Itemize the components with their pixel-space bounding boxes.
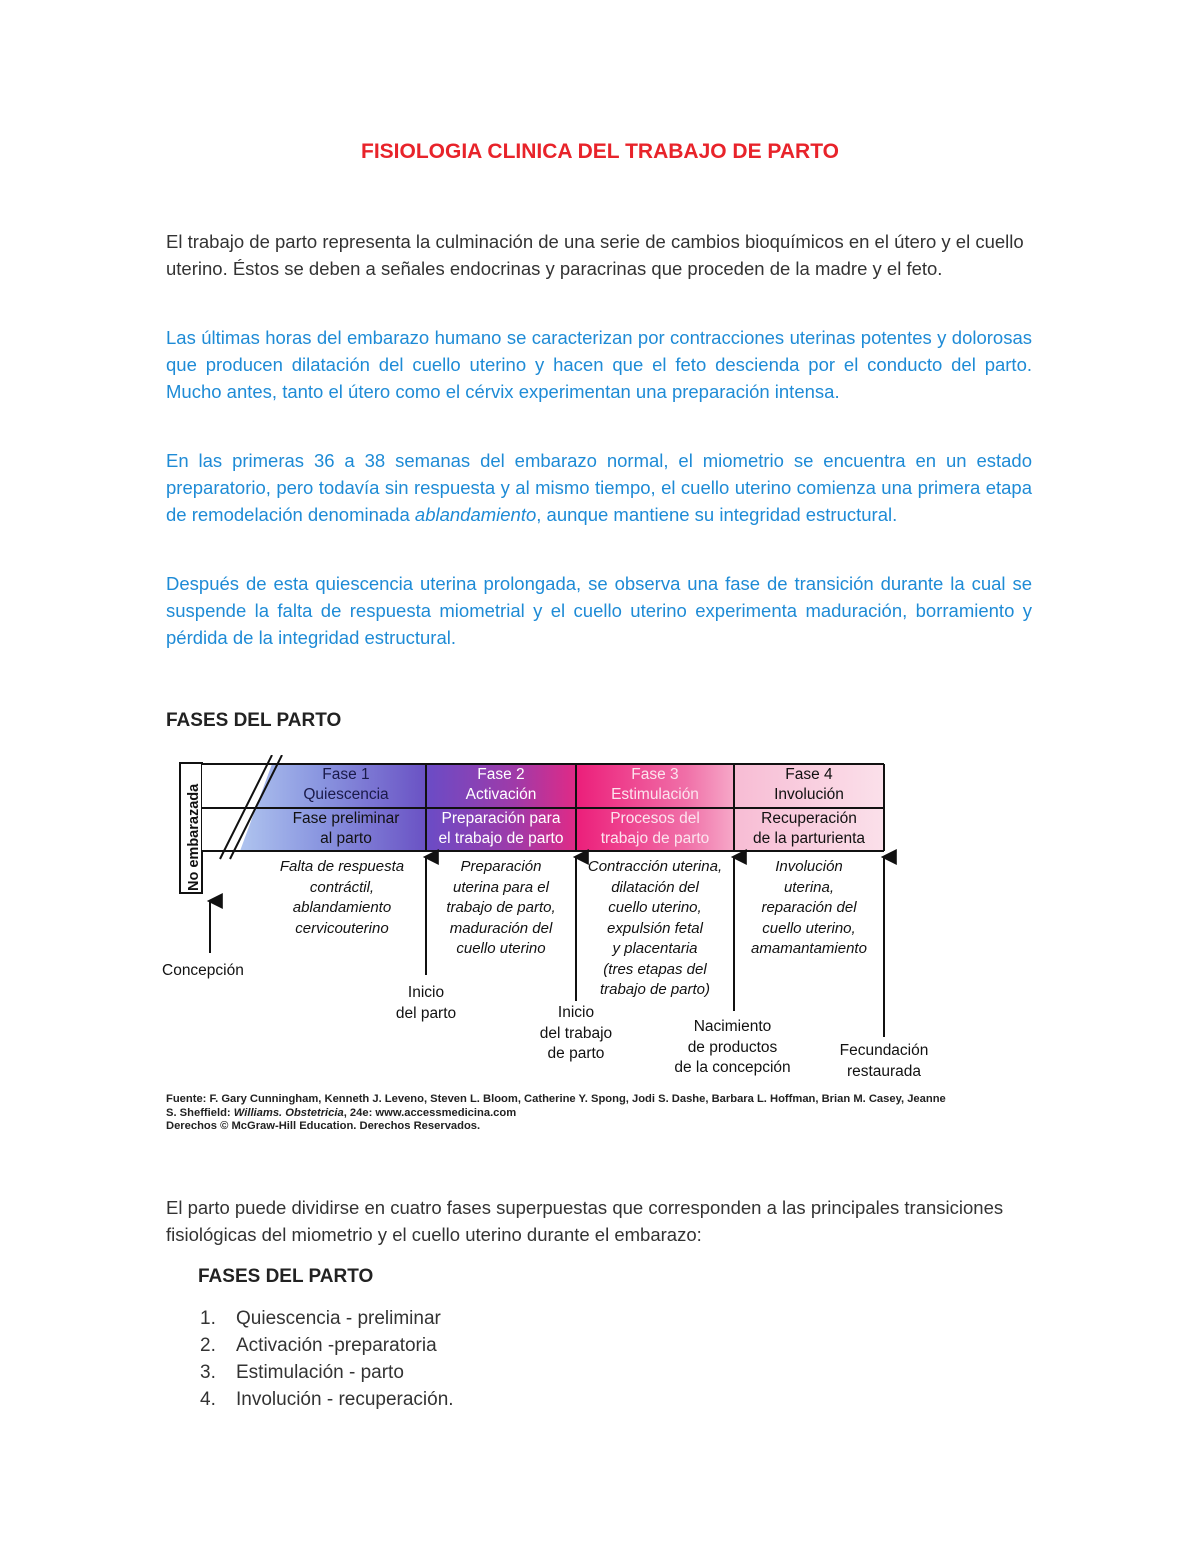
- source-rights: Derechos © McGraw-Hill Education. Derechos Reservados.: [166, 1120, 481, 1132]
- phase4-desc-line: Involución: [775, 858, 843, 875]
- phase3-title: [576, 765, 734, 807]
- event-labor-start-line: del parto: [395, 1004, 457, 1022]
- phase3-desc-line: trabajo de parto): [599, 981, 711, 998]
- phase1-sub-line2: al parto: [320, 830, 372, 847]
- event-work-start-line: Inicio: [557, 1004, 595, 1021]
- list-text: Activación -preparatoria: [236, 1335, 437, 1356]
- event-labor-start-line: Inicio: [407, 984, 445, 1001]
- phases-list: [200, 1305, 454, 1413]
- term-ablandamiento: ablandamiento: [414, 504, 537, 525]
- list-item: [200, 1332, 454, 1359]
- list-item: [200, 1386, 454, 1413]
- phase4-desc-line: reparación del: [761, 899, 857, 916]
- list-number: 4.: [200, 1389, 216, 1410]
- phase4-title: [734, 765, 884, 807]
- event-work-start-line: de parto: [547, 1045, 605, 1062]
- phase3-description: [578, 857, 732, 1001]
- event-fertility-line: Fecundación: [839, 1042, 929, 1059]
- phase4-desc-line: uterina,: [783, 878, 835, 896]
- list-heading: FASES DEL PARTO: [198, 1266, 374, 1287]
- side-label: No embarazada: [186, 783, 202, 891]
- source-url: , 24e: www.accessmedicina.com: [343, 1106, 517, 1119]
- event-birth-line: de la concepción: [674, 1059, 791, 1076]
- phase3-desc-line: expulsión fetal: [607, 919, 703, 937]
- phase1-desc-line: cervicouterino: [295, 919, 389, 937]
- phase4-sub-line1: Recuperación: [761, 810, 857, 827]
- phase2-desc-line: uterina para el: [453, 878, 549, 896]
- diagram-source: [166, 1093, 946, 1134]
- phase1-description: [260, 857, 424, 939]
- phase2-sub-line1: Preparación para: [441, 810, 561, 827]
- list-text: Quiescencia - preliminar: [236, 1308, 441, 1329]
- event-conception: Concepción: [162, 962, 244, 979]
- phase3-desc-line: y placentaria: [612, 940, 698, 957]
- event-birth: [660, 1017, 805, 1079]
- phase3-sub-line2: trabajo de parto: [600, 830, 710, 847]
- phase1-subtitle: [266, 809, 426, 851]
- list-number: 2.: [200, 1335, 216, 1356]
- phase2-number: Fase 2: [477, 766, 525, 783]
- phase4-name: Involución: [774, 786, 844, 803]
- paragraph-four-phases: El parto puede dividirse en cuatro fases superpuestas que corresponden a las principales transiciones fisiológicas del miometrio y el cuello uterino durante el embarazo:: [166, 1197, 1004, 1245]
- list-item: [200, 1305, 454, 1332]
- phase2-sub-line2: el trabajo de parto: [438, 830, 564, 847]
- event-fertility: [828, 1041, 940, 1082]
- event-labor-start: [376, 983, 476, 1024]
- phase1-name: Quiescencia: [303, 786, 389, 803]
- intro-paragraph: El trabajo de parto representa la culminación de una serie de cambios bioquímicos en el útero y el cuello uterino. Éstos se deben a señales endocrinas y paracrinas que proceden de la madre y el feto.: [166, 231, 1024, 279]
- phase3-subtitle: [576, 809, 734, 851]
- paragraph-weeks: [166, 447, 1032, 528]
- phase2-description: [428, 857, 574, 960]
- event-birth-line: de productos: [687, 1038, 778, 1056]
- phase4-description: [736, 857, 882, 960]
- phase1-desc-line: ablandamiento: [292, 899, 392, 916]
- phase4-number: Fase 4: [785, 766, 833, 783]
- list-number: 1.: [200, 1308, 216, 1329]
- phase2-desc-line: cuello uterino: [456, 940, 546, 957]
- paragraph-transition: Después de esta quiescencia uterina prolongada, se observa una fase de transición durante la cual se suspende la falta de respuesta miometrial y el cuello uterino experimenta maduración, borramiento y pérdida de la integridad estructural.: [166, 573, 1032, 648]
- phase2-desc-line: trabajo de parto,: [446, 899, 556, 916]
- phase4-subtitle: [734, 809, 884, 851]
- phases-diagram: [160, 755, 950, 1135]
- list-text: Estimulación - parto: [236, 1362, 404, 1383]
- phase4-sub-line2: de la parturienta: [752, 830, 866, 847]
- phase3-desc-line: cuello uterino,: [608, 899, 702, 916]
- source-authors: Fuente: F. Gary Cunningham, Kenneth J. Leveno, Steven L. Bloom, Catherine Y. Spong, Jodi S. Dashe, Barbara L. Hoffman, Brian M. Casey, Jeanne S. Sheffield:: [166, 1093, 946, 1119]
- phase1-desc-line: contráctil,: [309, 878, 375, 896]
- phase1-number: Fase 1: [322, 766, 370, 783]
- phase1-title: [266, 765, 426, 807]
- event-work-start: [526, 1003, 626, 1065]
- phase3-desc-line: Contracción uterina,: [587, 858, 723, 875]
- phase2-subtitle: [426, 809, 576, 851]
- paragraph-weeks-end: , aunque mantiene su integridad estructural.: [536, 504, 898, 525]
- section-heading: FASES DEL PARTO: [166, 710, 342, 731]
- event-work-start-line: del trabajo: [539, 1024, 613, 1042]
- phase1-sub-line1: Fase preliminar: [292, 810, 400, 827]
- phase4-desc-line: amamantamiento: [751, 940, 867, 957]
- phase3-name: Estimulación: [611, 786, 699, 803]
- paragraph-last-hours: Las últimas horas del embarazo humano se caracterizan por contracciones uterinas potentes y dolorosas que producen dilatación del cuello uterino y hacen que el feto descienda por el conducto del parto. Mucho antes, tanto el útero como el cérvix experimentan una preparación intensa.: [166, 327, 1032, 402]
- phase2-name: Activación: [465, 786, 537, 803]
- list-text: Involución - recuperación.: [236, 1389, 454, 1410]
- event-birth-line: Nacimiento: [693, 1018, 772, 1035]
- phase3-number: Fase 3: [631, 766, 679, 783]
- event-fertility-line: restaurada: [846, 1062, 922, 1080]
- phase3-desc-line: (tres etapas del: [603, 960, 707, 978]
- phase2-title: [426, 765, 576, 807]
- list-number: 3.: [200, 1362, 216, 1383]
- source-book: Williams. Obstetricia: [233, 1106, 344, 1119]
- list-item: [200, 1359, 454, 1386]
- phase3-sub-line1: Procesos del: [610, 810, 700, 827]
- paragraph-weeks-text: En las primeras 36 a 38 semanas del embarazo normal, el miometrio se encuentra en un estado preparatorio, pero todavía sin respuesta y al mismo tiempo, el cuello uterino comienza una primera etapa de remodelación denominada: [166, 450, 1032, 525]
- phase4-desc-line: cuello uterino,: [762, 919, 856, 937]
- phase2-desc-line: Preparación: [460, 858, 542, 875]
- phase1-desc-line: Falta de respuesta: [279, 858, 405, 875]
- page-title: FISIOLOGIA CLINICA DEL TRABAJO DE PARTO: [361, 140, 839, 163]
- phase2-desc-line: maduración del: [449, 919, 553, 937]
- phase3-desc-line: dilatación del: [611, 878, 699, 896]
